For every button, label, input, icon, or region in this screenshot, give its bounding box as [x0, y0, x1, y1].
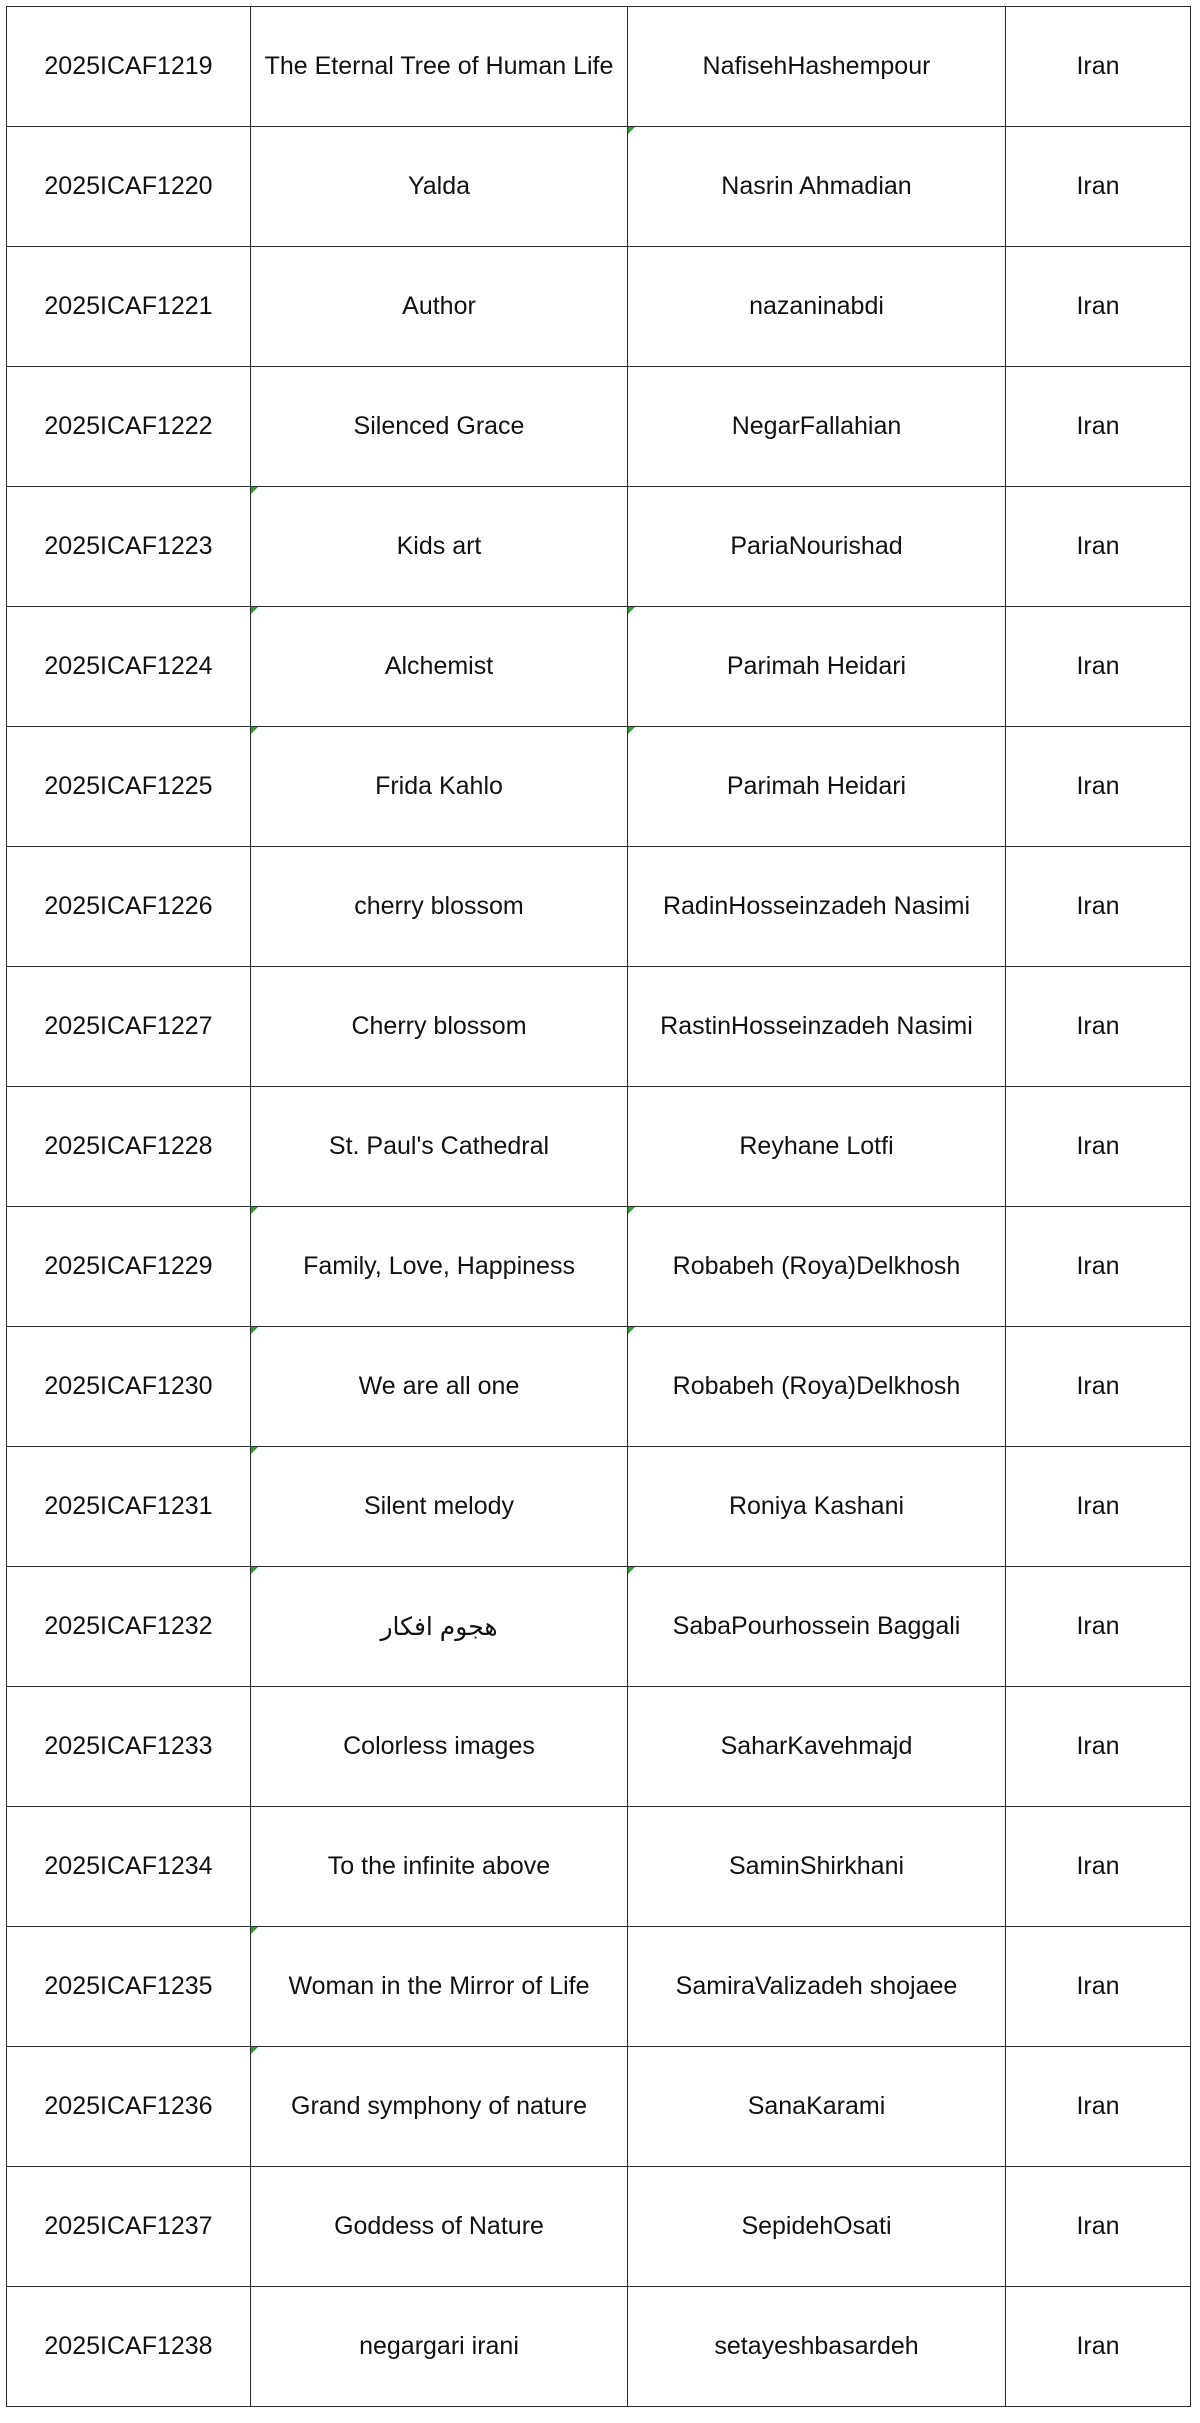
country-cell[interactable]: Iran	[1006, 2287, 1191, 2407]
artwork-title-cell[interactable]: negargari irani	[251, 2287, 628, 2407]
entry-id-cell[interactable]: 2025ICAF1230	[7, 1327, 251, 1447]
table-row[interactable]	[7, 247, 1191, 367]
artist-name-cell[interactable]: Robabeh (Roya)Delkhosh	[628, 1327, 1006, 1447]
artwork-title-cell[interactable]: Family, Love, Happiness	[251, 1207, 628, 1327]
artwork-title-cell[interactable]: Author	[251, 247, 628, 367]
table-row[interactable]	[7, 1687, 1191, 1807]
artist-name-cell[interactable]: NegarFallahian	[628, 367, 1006, 487]
artwork-title-cell[interactable]: The Eternal Tree of Human Life	[251, 7, 628, 127]
artist-name-cell[interactable]: SaminShirkhani	[628, 1807, 1006, 1927]
country-cell[interactable]: Iran	[1006, 1207, 1191, 1327]
artwork-title-cell[interactable]: Silenced Grace	[251, 367, 628, 487]
entry-id-cell[interactable]: 2025ICAF1221	[7, 247, 251, 367]
artist-name-cell[interactable]: SabaPourhossein Baggali	[628, 1567, 1006, 1687]
entry-id-cell[interactable]: 2025ICAF1235	[7, 1927, 251, 2047]
table-row[interactable]	[7, 2167, 1191, 2287]
artist-name-cell[interactable]: setayeshbasardeh	[628, 2287, 1006, 2407]
artwork-title-cell[interactable]: Woman in the Mirror of Life	[251, 1927, 628, 2047]
country-cell[interactable]: Iran	[1006, 1447, 1191, 1567]
country-cell[interactable]: Iran	[1006, 247, 1191, 367]
artwork-title-cell[interactable]: Cherry blossom	[251, 967, 628, 1087]
table-row[interactable]	[7, 607, 1191, 727]
country-cell[interactable]: Iran	[1006, 1087, 1191, 1207]
table-row[interactable]	[7, 1207, 1191, 1327]
artwork-title-cell[interactable]: Frida Kahlo	[251, 727, 628, 847]
artist-name-cell[interactable]: Roniya Kashani	[628, 1447, 1006, 1567]
entry-id-cell[interactable]: 2025ICAF1220	[7, 127, 251, 247]
entry-id-cell[interactable]: 2025ICAF1222	[7, 367, 251, 487]
artwork-title-cell[interactable]: Alchemist	[251, 607, 628, 727]
country-cell[interactable]: Iran	[1006, 2047, 1191, 2167]
artist-name-cell[interactable]: RastinHosseinzadeh Nasimi	[628, 967, 1006, 1087]
entry-id-cell[interactable]: 2025ICAF1228	[7, 1087, 251, 1207]
table-row[interactable]	[7, 1447, 1191, 1567]
table-row[interactable]	[7, 847, 1191, 967]
country-cell[interactable]: Iran	[1006, 1567, 1191, 1687]
artist-name-cell[interactable]: RadinHosseinzadeh Nasimi	[628, 847, 1006, 967]
table-row[interactable]	[7, 487, 1191, 607]
artist-name-cell[interactable]: nazaninabdi	[628, 247, 1006, 367]
artist-name-cell[interactable]: NafisehHashempour	[628, 7, 1006, 127]
artwork-title-cell[interactable]: Goddess of Nature	[251, 2167, 628, 2287]
country-cell[interactable]: Iran	[1006, 127, 1191, 247]
table-row[interactable]	[7, 127, 1191, 247]
entry-id-cell[interactable]: 2025ICAF1232	[7, 1567, 251, 1687]
entry-id-cell[interactable]: 2025ICAF1225	[7, 727, 251, 847]
country-cell[interactable]: Iran	[1006, 487, 1191, 607]
artist-name-cell[interactable]: Parimah Heidari	[628, 727, 1006, 847]
artist-name-cell[interactable]: Reyhane Lotfi	[628, 1087, 1006, 1207]
artwork-title-cell[interactable]: هجوم افکار	[251, 1567, 628, 1687]
artist-name-cell[interactable]: Parimah Heidari	[628, 607, 1006, 727]
artwork-title-cell[interactable]: We are all one	[251, 1327, 628, 1447]
entry-id-cell[interactable]: 2025ICAF1238	[7, 2287, 251, 2407]
country-cell[interactable]: Iran	[1006, 367, 1191, 487]
table-row[interactable]	[7, 967, 1191, 1087]
entry-id-cell[interactable]: 2025ICAF1219	[7, 7, 251, 127]
country-cell[interactable]: Iran	[1006, 967, 1191, 1087]
country-cell[interactable]: Iran	[1006, 847, 1191, 967]
country-cell[interactable]: Iran	[1006, 1927, 1191, 2047]
entry-id-cell[interactable]: 2025ICAF1236	[7, 2047, 251, 2167]
table-row[interactable]	[7, 1567, 1191, 1687]
table-row[interactable]	[7, 1927, 1191, 2047]
entry-id-cell[interactable]: 2025ICAF1234	[7, 1807, 251, 1927]
artist-name-cell[interactable]: PariaNourishad	[628, 487, 1006, 607]
entries-table	[6, 6, 1191, 2407]
table-row[interactable]	[7, 7, 1191, 127]
entry-id-cell[interactable]: 2025ICAF1227	[7, 967, 251, 1087]
artist-name-cell[interactable]: SanaKarami	[628, 2047, 1006, 2167]
entry-id-cell[interactable]: 2025ICAF1223	[7, 487, 251, 607]
entry-id-cell[interactable]: 2025ICAF1229	[7, 1207, 251, 1327]
artwork-title-cell[interactable]: Colorless images	[251, 1687, 628, 1807]
table-row[interactable]	[7, 1807, 1191, 1927]
country-cell[interactable]: Iran	[1006, 1687, 1191, 1807]
country-cell[interactable]: Iran	[1006, 727, 1191, 847]
artwork-title-cell[interactable]: Silent melody	[251, 1447, 628, 1567]
artist-name-cell[interactable]: SamiraValizadeh shojaee	[628, 1927, 1006, 2047]
artist-name-cell[interactable]: Nasrin Ahmadian	[628, 127, 1006, 247]
table-row[interactable]	[7, 2047, 1191, 2167]
entry-id-cell[interactable]: 2025ICAF1226	[7, 847, 251, 967]
entry-id-cell[interactable]: 2025ICAF1233	[7, 1687, 251, 1807]
artwork-title-cell[interactable]: St. Paul's Cathedral	[251, 1087, 628, 1207]
table-row[interactable]	[7, 727, 1191, 847]
artist-name-cell[interactable]: Robabeh (Roya)Delkhosh	[628, 1207, 1006, 1327]
country-cell[interactable]: Iran	[1006, 2167, 1191, 2287]
country-cell[interactable]: Iran	[1006, 1327, 1191, 1447]
country-cell[interactable]: Iran	[1006, 7, 1191, 127]
entry-id-cell[interactable]: 2025ICAF1237	[7, 2167, 251, 2287]
entry-id-cell[interactable]: 2025ICAF1231	[7, 1447, 251, 1567]
artist-name-cell[interactable]: SaharKavehmajd	[628, 1687, 1006, 1807]
artwork-title-cell[interactable]: cherry blossom	[251, 847, 628, 967]
table-row[interactable]	[7, 367, 1191, 487]
artwork-title-cell[interactable]: Kids art	[251, 487, 628, 607]
table-row[interactable]	[7, 1087, 1191, 1207]
artwork-title-cell[interactable]: Grand symphony of nature	[251, 2047, 628, 2167]
artwork-title-cell[interactable]: Yalda	[251, 127, 628, 247]
country-cell[interactable]: Iran	[1006, 1807, 1191, 1927]
country-cell[interactable]: Iran	[1006, 607, 1191, 727]
table-row[interactable]	[7, 1327, 1191, 1447]
table-row[interactable]	[7, 2287, 1191, 2407]
entries-table-body	[7, 7, 1191, 2407]
artwork-title-cell[interactable]: To the infinite above	[251, 1807, 628, 1927]
entry-id-cell[interactable]: 2025ICAF1224	[7, 607, 251, 727]
artist-name-cell[interactable]: SepidehOsati	[628, 2167, 1006, 2287]
